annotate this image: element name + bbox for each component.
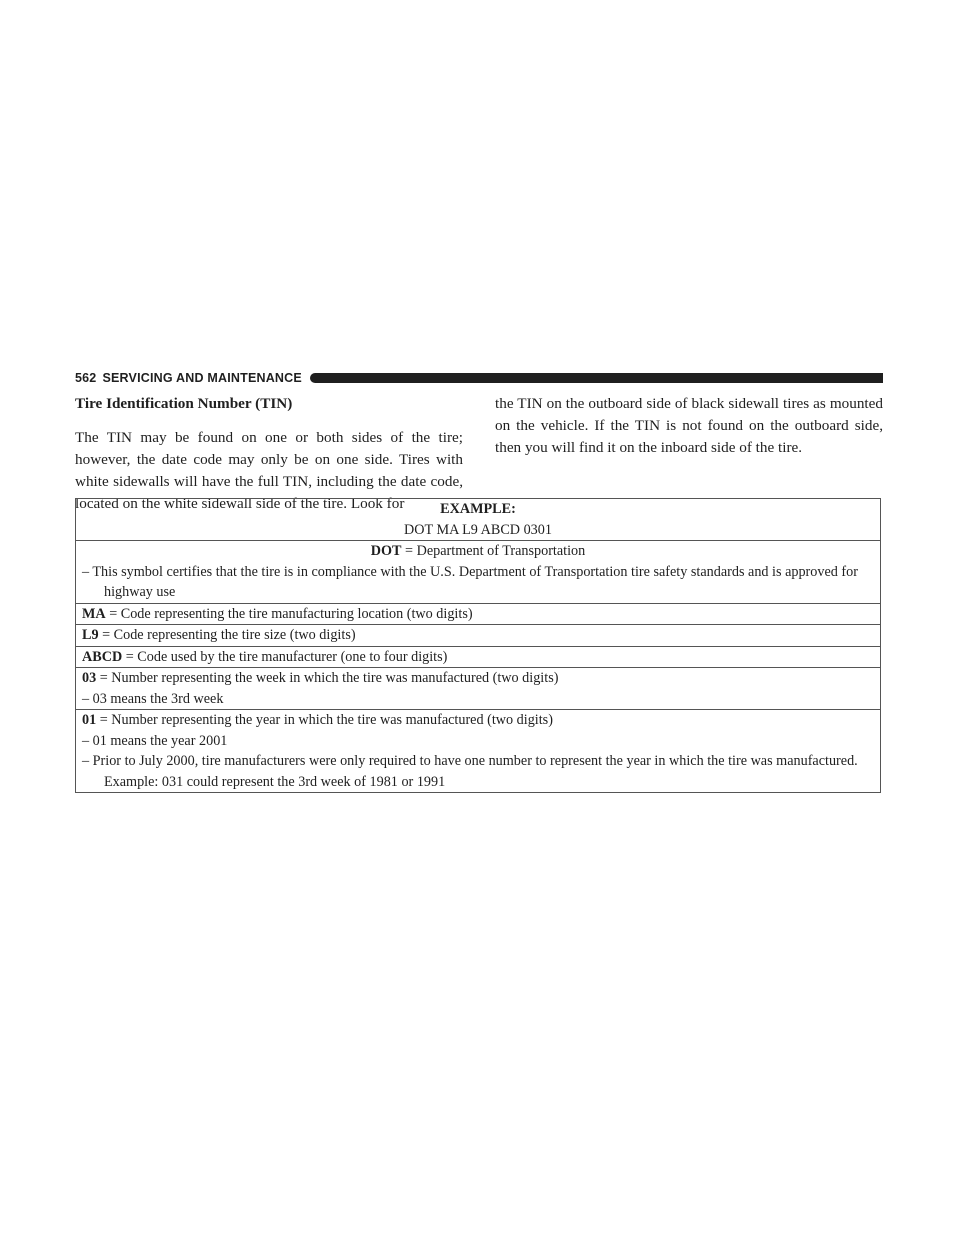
l9-term: L9: [82, 627, 99, 643]
table-row: [76, 541, 881, 604]
l9-def: = Code representing the tire size (two digits): [98, 627, 356, 643]
year-term: 01: [82, 712, 97, 728]
table-row: [76, 646, 881, 668]
year-definition: [82, 710, 874, 731]
dot-cell: [76, 541, 881, 604]
table-row: [76, 710, 881, 793]
dot-note: – This symbol certifies that the tire is in compliance with the U.S. Department of Transportation tire safety standards and is approved for highway use: [82, 563, 858, 600]
table-row: [76, 668, 881, 710]
paragraph-right: the TIN on the outboard side of black sidewall tires as mounted on the vehicle. If the TIN is not found on the outboard side, then you will find it on the inboard side of the tire.: [495, 395, 883, 456]
l9-cell: [76, 625, 881, 647]
paragraph-left: The TIN may be found on one or both sides of the tire; however, the date code may only be on one side. Tires with white sidewalls will have the full TIN, including the date code, located on the white sidewall side of the tire. Look for: [75, 429, 463, 512]
page-header: [75, 368, 883, 388]
table-row: [76, 499, 881, 541]
section-name: SERVICING AND MAINTENANCE: [102, 371, 302, 385]
header-rule: [310, 373, 883, 383]
week-definition: [82, 668, 874, 689]
week-cell: [76, 668, 881, 710]
section-title: Tire Identification Number (TIN): [75, 395, 293, 412]
year-note-1: – 01 means the year 2001: [82, 732, 228, 749]
table-row: [76, 625, 881, 647]
table-row: [76, 603, 881, 625]
tin-example-table: [75, 498, 881, 793]
abcd-def: = Code used by the tire manufacturer (one to four digits): [122, 648, 448, 665]
ma-def: = Code representing the tire manufacturing location (two digits): [105, 605, 473, 622]
table-heading-cell: [76, 499, 881, 541]
abcd-cell: [76, 646, 881, 668]
week-def: = Number representing the week in which the tire was manufactured (two digits): [96, 670, 559, 686]
ma-term: MA: [82, 605, 106, 622]
dot-definition: [82, 541, 874, 562]
abcd-term: ABCD: [82, 648, 123, 665]
left-column: [75, 393, 463, 515]
ma-cell: [76, 603, 881, 625]
dot-def: = Department of Transportation: [401, 543, 586, 559]
year-cell: [76, 710, 881, 793]
page-number: 562: [75, 371, 97, 385]
week-note: – 03 means the 3rd week: [82, 690, 224, 707]
dot-term: DOT: [370, 543, 402, 559]
week-term: 03: [82, 670, 97, 686]
example-code: DOT MA L9 ABCD 0301: [404, 521, 552, 538]
table-heading: EXAMPLE:: [440, 501, 516, 517]
year-note-2: – Prior to July 2000, tire manufacturers were only required to have one number to represent the year in which the tire was manufactured. Example: 031 could represent the 3rd week of 1981 or 1991: [82, 753, 858, 790]
right-column: [495, 393, 883, 459]
year-def: = Number representing the year in which the tire was manufactured (two digits): [96, 712, 553, 728]
